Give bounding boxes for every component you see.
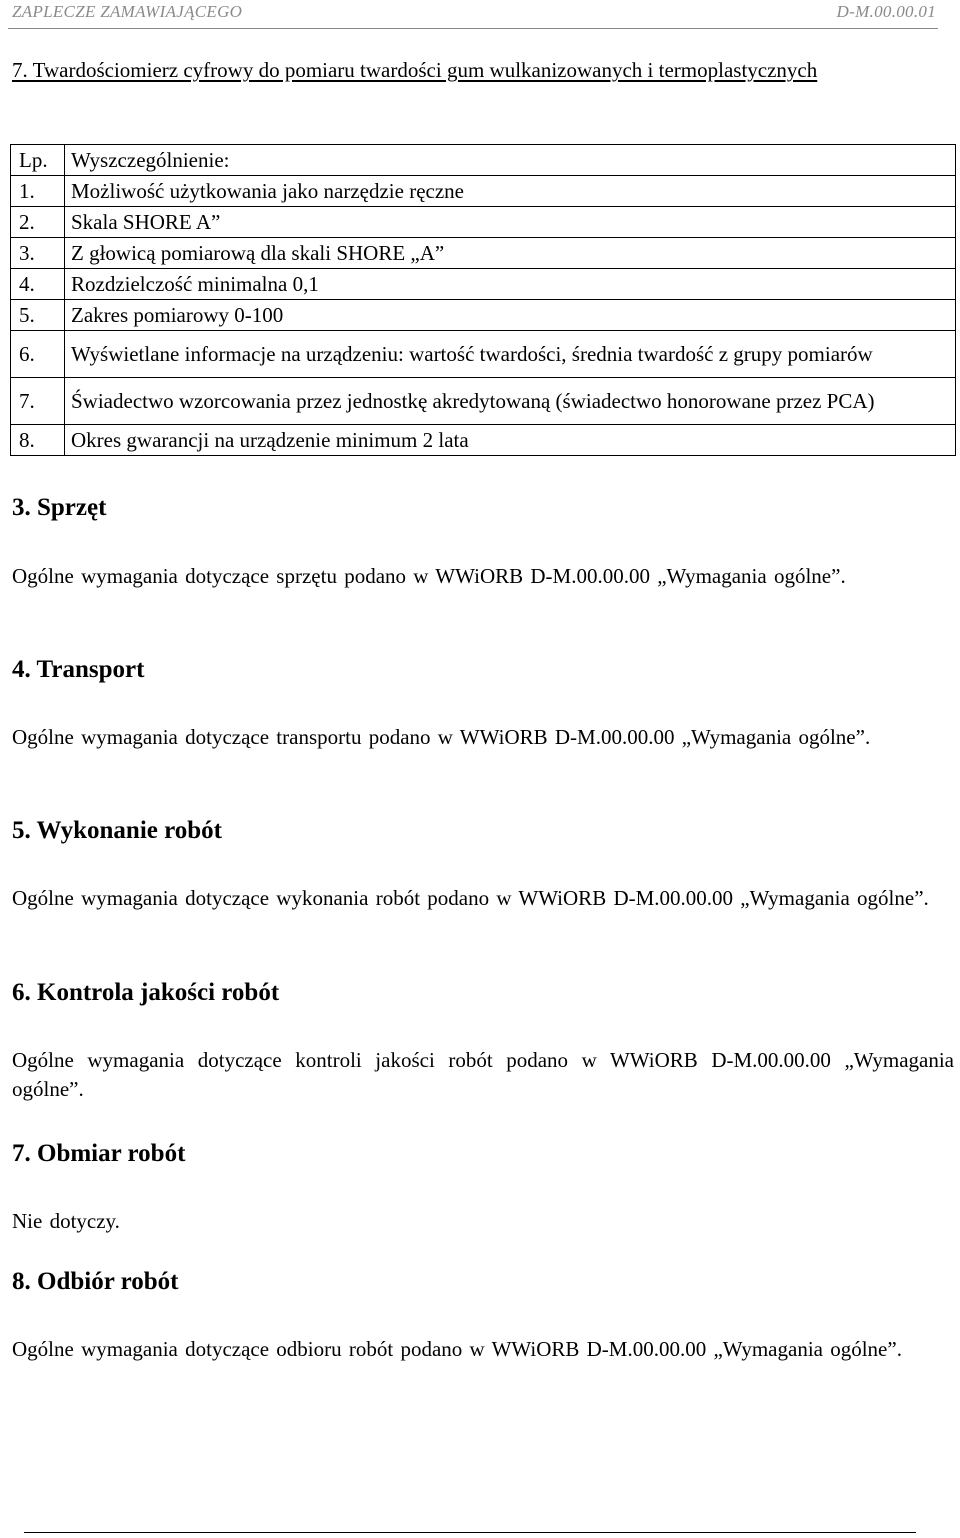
- row-number: 6.: [11, 331, 65, 378]
- table-row: [11, 300, 956, 331]
- section-heading-equipment: 3. Sprzęt: [12, 494, 107, 521]
- section-heading-execution: 5. Wykonanie robót: [12, 817, 222, 844]
- row-text: Rozdzielczość minimalna 0,1: [65, 269, 956, 300]
- table-header-row: [11, 145, 956, 176]
- row-number: 8.: [11, 425, 65, 456]
- table-row: [11, 378, 956, 425]
- row-text: Świadectwo wzorcowania przez jednostkę akredytowaną (świadectwo honorowane przez PCA): [65, 378, 956, 425]
- table-row: [11, 425, 956, 456]
- row-text: Z głowicą pomiarową dla skali SHORE „A”: [65, 238, 956, 269]
- row-number: 3.: [11, 238, 65, 269]
- section-heading-transport: 4. Transport: [12, 656, 145, 683]
- section-text-execution: Ogólne wymagania dotyczące wykonania robót podano w WWiORB D-M.00.00.00 „Wymagania ogólne”.: [12, 886, 929, 910]
- row-text: Okres gwarancji na urządzenie minimum 2 lata: [65, 425, 956, 456]
- row-number: 2.: [11, 207, 65, 238]
- section-text-measurement: Nie dotyczy.: [12, 1209, 120, 1233]
- table-row: [11, 238, 956, 269]
- row-number: 5.: [11, 300, 65, 331]
- section-heading-quality-control: 6. Kontrola jakości robót: [12, 979, 280, 1006]
- section-text-transport: Ogólne wymagania dotyczące transportu podano w WWiORB D-M.00.00.00 „Wymagania ogólne”.: [12, 725, 871, 749]
- row-number: 4.: [11, 269, 65, 300]
- item-7-title: 7. Twardościomierz cyfrowy do pomiaru twardości gum wulkanizowanych i termoplastycznych: [12, 58, 818, 82]
- section-heading-acceptance: 8. Odbiór robót: [12, 1268, 179, 1295]
- section-text-quality-control: Ogólne wymagania dotyczące kontroli jakości robót podano w WWiORB D-M.00.00.00 „Wymagania ogólne”.: [12, 1048, 954, 1101]
- table-header-lp: Lp.: [11, 145, 65, 176]
- specification-table: [10, 144, 956, 456]
- table-row: [11, 176, 956, 207]
- table-header-description: Wyszczególnienie:: [65, 145, 956, 176]
- row-text: Wyświetlane informacje na urządzeniu: wartość twardości, średnia twardość z grupy pomiarów: [65, 331, 956, 378]
- row-number: 7.: [11, 378, 65, 425]
- page-header: [8, 0, 938, 29]
- section-heading-measurement: 7. Obmiar robót: [12, 1140, 186, 1167]
- table-row: [11, 269, 956, 300]
- row-text: Możliwość użytkowania jako narzędzie ręczne: [65, 176, 956, 207]
- section-text-acceptance: Ogólne wymagania dotyczące odbioru robót podano w WWiORB D-M.00.00.00 „Wymagania ogólne”.: [12, 1337, 902, 1361]
- header-left-title: ZAPLECZE ZAMAWIAJĄCEGO: [12, 2, 243, 21]
- header-document-code: D-M.00.00.01: [836, 2, 936, 21]
- table-row: [11, 331, 956, 378]
- section-text-equipment: Ogólne wymagania dotyczące sprzętu podano w WWiORB D-M.00.00.00 „Wymagania ogólne”.: [12, 564, 846, 588]
- table-row: [11, 207, 956, 238]
- footer-divider: [24, 1532, 916, 1533]
- row-text: Zakres pomiarowy 0-100: [65, 300, 956, 331]
- row-text: Skala SHORE A”: [65, 207, 956, 238]
- row-number: 1.: [11, 176, 65, 207]
